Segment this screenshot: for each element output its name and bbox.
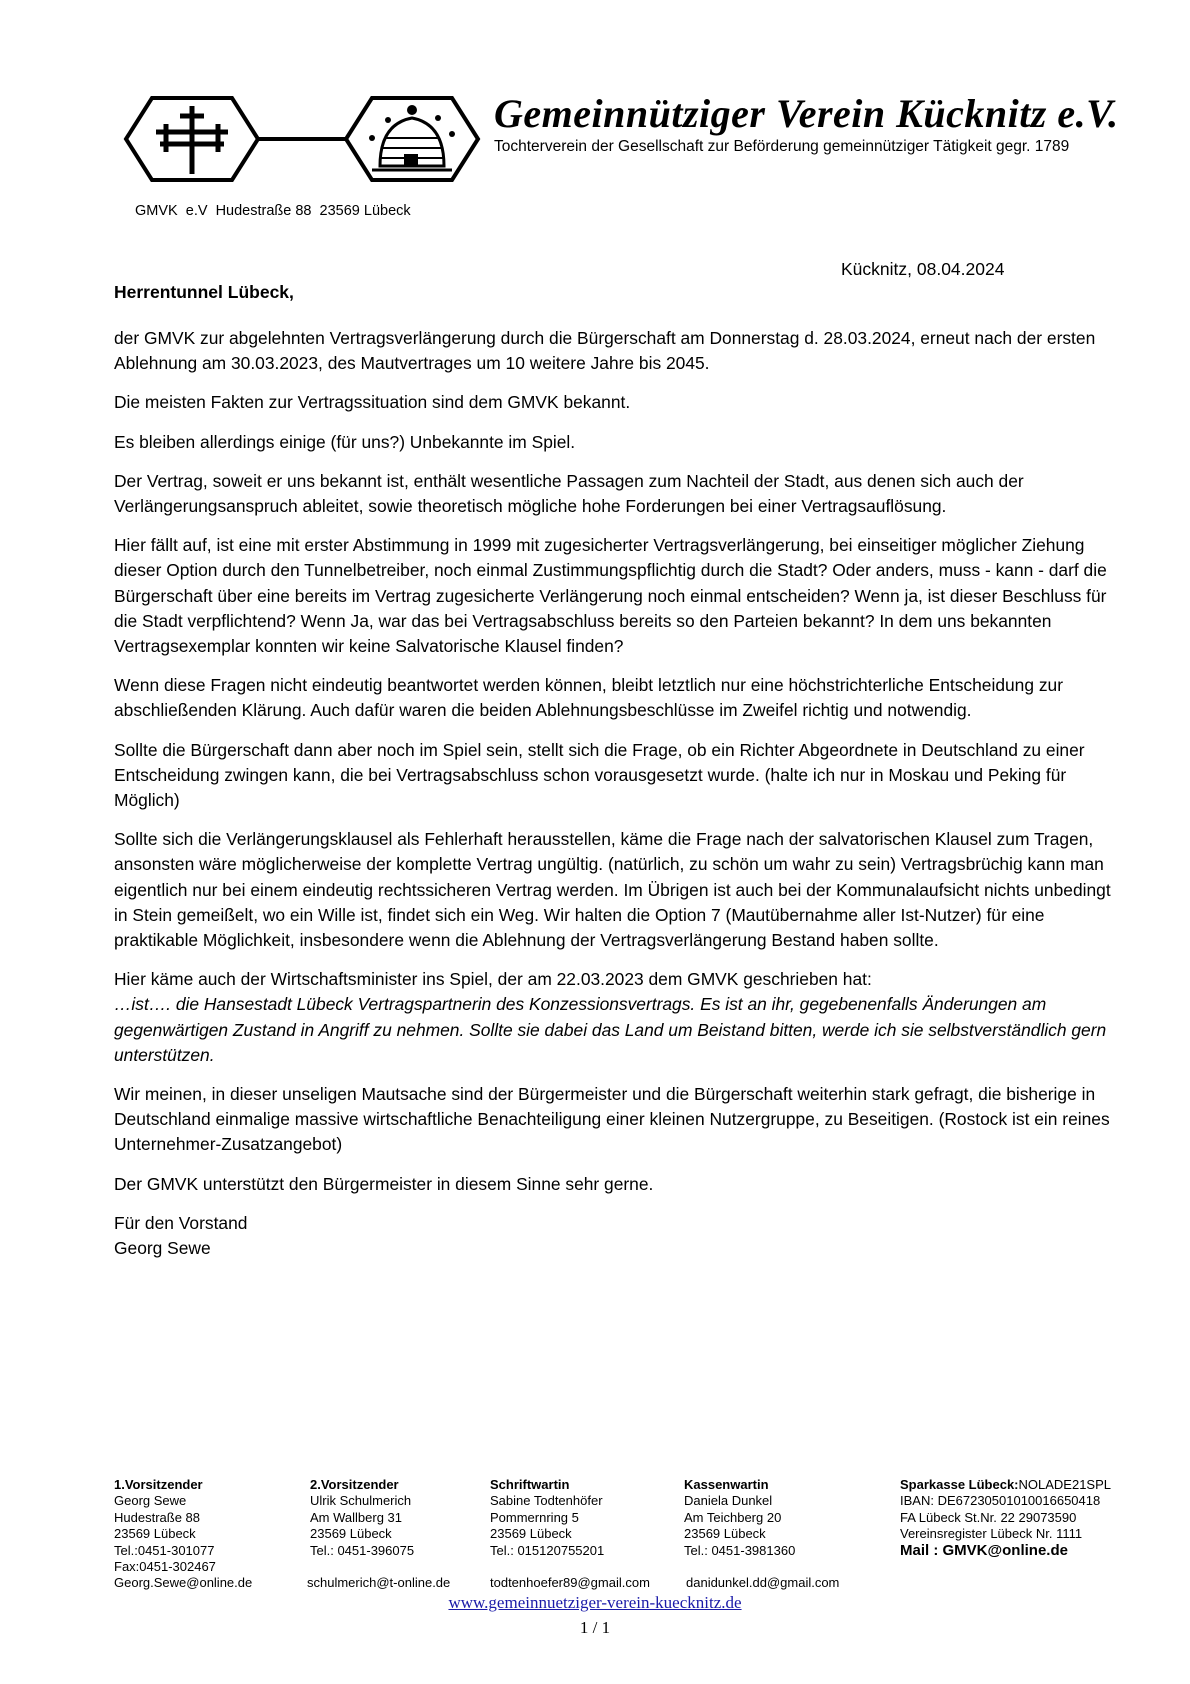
email-link[interactable]: danidunkel.dd@gmail.com	[686, 1575, 840, 1590]
footer-col-title: 2.Vorsitzender	[310, 1477, 399, 1492]
footer-line: Hudestraße 88	[114, 1509, 200, 1525]
footer-line: Ulrik Schulmerich	[310, 1493, 412, 1509]
footer-line: 23569 Lübeck	[310, 1526, 392, 1542]
paragraph: Die meisten Fakten zur Vertragssituation sind dem GMVK bekannt.	[114, 392, 631, 413]
footer-col-treasurer	[684, 1477, 795, 1559]
beehive-icon	[369, 105, 455, 170]
organization-name: Gemeinnütziger Verein Kücknitz e.V.	[494, 91, 1119, 136]
footer-col-title: Kassenwartin	[684, 1477, 769, 1492]
website-link[interactable]: www.gemeinnuetziger-verein-kuecknitz.de	[448, 1593, 742, 1612]
footer-col-chairman	[114, 1477, 216, 1575]
organization-subtitle: Tochterverein der Gesellschaft zur Beförderung gemeinnütziger Tätigkeit gegr. 1789	[494, 138, 1070, 155]
footer-line: Am Wallberg 31	[310, 1509, 402, 1525]
footer-line: Tel.: 0451-3981360	[684, 1542, 796, 1558]
paragraph: Es bleiben allerdings einige (für uns?) Unbekannte im Spiel.	[114, 431, 576, 452]
footer-line: Tel.: 0451-396075	[310, 1542, 415, 1558]
footer-line: 23569 Lübeck	[684, 1526, 766, 1542]
footer-line: Vereinsregister Lübeck Nr. 1111	[900, 1526, 1083, 1542]
footer-line: IBAN: DE67230501010016650418	[900, 1493, 1101, 1509]
email-link[interactable]: schulmerich@t-online.de	[307, 1575, 451, 1590]
bank-bic: NOLADE21SPL	[1018, 1477, 1112, 1492]
email-link[interactable]: Georg.Sewe@online.de	[114, 1575, 253, 1590]
sender-address: GMVK e.V Hudestraße 88 23569 Lübeck	[135, 203, 411, 219]
email-link[interactable]: todtenhoefer89@gmail.com	[490, 1575, 650, 1590]
footer-line: Daniela Dunkel	[684, 1493, 773, 1509]
paragraph: Sollte die Bürgerschaft dann aber noch im Spiel sein, stellt sich die Frage, ob ein Richter Abgeordnete in Deutschland zu einer Entscheidung zwingen kann, die bei Vertragsabschluss schon vorausgesetzt wurde. (halte ich nur in Moskau und Peking für Möglich)	[114, 739, 1085, 811]
minister-intro: Hier käme auch der Wirtschaftsminister ins Spiel, der am 22.03.2023 dem GMVK geschrieben hat:	[114, 969, 872, 990]
footer-col-secretary	[490, 1477, 604, 1559]
footer-mail: Mail : GMVK@online.de	[900, 1541, 1068, 1559]
footer-line: FA Lübeck St.Nr. 22 29073590	[900, 1509, 1077, 1525]
footer-line: Pommernring 5	[490, 1509, 579, 1525]
signoff: Für den Vorstand	[114, 1212, 248, 1233]
signer-name: Georg Sewe	[114, 1238, 211, 1259]
cross-icon	[156, 106, 228, 174]
footer-line: 23569 Lübeck	[114, 1526, 196, 1542]
paragraph: Der Vertrag, soweit er uns bekannt ist, enthält wesentliche Passagen zum Nachteil der Stadt, aus denen sich auch der Verlängerungsanspruch ableitet, sowie theoretisch mögliche hohe Forderungen bei einer Vertragsauflösung.	[114, 470, 1024, 517]
paragraph: Sollte sich die Verlängerungsklausel als Fehlerhaft herausstellen, käme die Frage nach der salvatorischen Klausel zum Tragen, ansonsten wäre möglicherweise der komplette Vertrag ungültig. (natürlich, zu schön um wahr zu sein) Vertragsbrüchig kann man eigentlich nur bei einem eindeutig rechtssicheren Vertrag werden. Im Übrigen ist auch bei der Kommunalaufsicht nichts unbedingt in Stein gemeißelt, wo ein Wille ist, findet sich ein Weg. Wir halten die Option 7 (Mautübernahme aller Ist-Nutzer) für eine praktikable Möglichkeit, insbesondere wenn die Ablehnung der Vertragsverlängerung Bestand haben sollte.	[114, 829, 1111, 951]
footer-line: Sabine Todtenhöfer	[490, 1493, 603, 1509]
footer-line: Tel.: 015120755201	[490, 1542, 605, 1558]
paragraph: Wir meinen, in dieser unseligen Mautsache sind der Bürgermeister und die Bürgerschaft weiterhin stark gefragt, die bisherige in Deutschland einmalige massive wirtschaftliche Benachteiligung einer kleinen Nutzergruppe, zu Beseitigen. (Rostock ist ein reines Unternehmer-Zusatzangebot)	[114, 1084, 1110, 1155]
footer-col-bank	[900, 1477, 1111, 1559]
page-number: 1 / 1	[579, 1618, 611, 1637]
footer-line: Am Teichberg 20	[684, 1509, 782, 1525]
footer-col-title: Sparkasse Lübeck:	[900, 1477, 1019, 1492]
minister-quote: …ist…. die Hansestadt Lübeck Vertragspartnerin des Konzessionsvertrags. Es ist an ihr, gegebenenfalls Änderungen am gegenwärtigen Zustand in Angriff zu nehmen. Sollte sie dabei das Land um Beistand bitten, werde ich sie selbstverständlich gern unterstützen.	[114, 994, 1107, 1065]
footer-line: Fax:0451-302467	[114, 1559, 216, 1575]
paragraph: Hier fällt auf, ist eine mit erster Abstimmung in 1999 mit zugesicherter Vertragsverlängerung, bei einseitiger möglicher Ziehung dieser Option durch den Tunnelbetreiber, noch einmal Zustimmungspflichtig durch die Stadt? Oder anders, muss - kann - darf die Bürgerschaft über eine bereits im Vertrag zugesicherte Verlängerung noch einmal entscheiden? Wenn ja, ist dieser Beschluss für die Stadt verpflichtend? Wenn Ja, war das bei Vertragsabschluss bereits so den Parteien bekannt? In dem uns bekannten Vertragsexemplar konnten wir keine Salvatorische Klausel finden?	[114, 535, 1107, 657]
footer-line: Tel.:0451-301077	[114, 1542, 215, 1558]
footer-col-vice-chairman	[310, 1477, 414, 1559]
footer-col-title: 1.Vorsitzender	[114, 1477, 203, 1492]
letter-date: Kücknitz, 08.04.2024	[841, 259, 1005, 279]
paragraph: Der GMVK unterstützt den Bürgermeister in diesem Sinne sehr gerne.	[114, 1173, 654, 1194]
footer-line: Georg Sewe	[114, 1493, 187, 1509]
letter-salutation: Herrentunnel Lübeck,	[114, 282, 294, 302]
footer-line: 23569 Lübeck	[490, 1526, 572, 1542]
paragraph: der GMVK zur abgelehnten Vertragsverlängerung durch die Bürgerschaft am Donnerstag d. 28.03.2024, erneut nach der ersten Ablehnung am 30.03.2023, des Mautvertrages um 10 weitere Jahre bis 2045.	[114, 328, 1096, 374]
paragraph: Wenn diese Fragen nicht eindeutig beantwortet werden können, bleibt letztlich nur eine höchstrichterliche Entscheidung zur abschließenden Klärung. Auch dafür waren die beiden Ablehnungsbeschlüsse im Zweifel richtig und notwendig.	[114, 675, 1064, 721]
footer-col-title: Schriftwartin	[490, 1477, 570, 1492]
letter-body	[114, 326, 1114, 1261]
organization-logo	[122, 94, 482, 184]
